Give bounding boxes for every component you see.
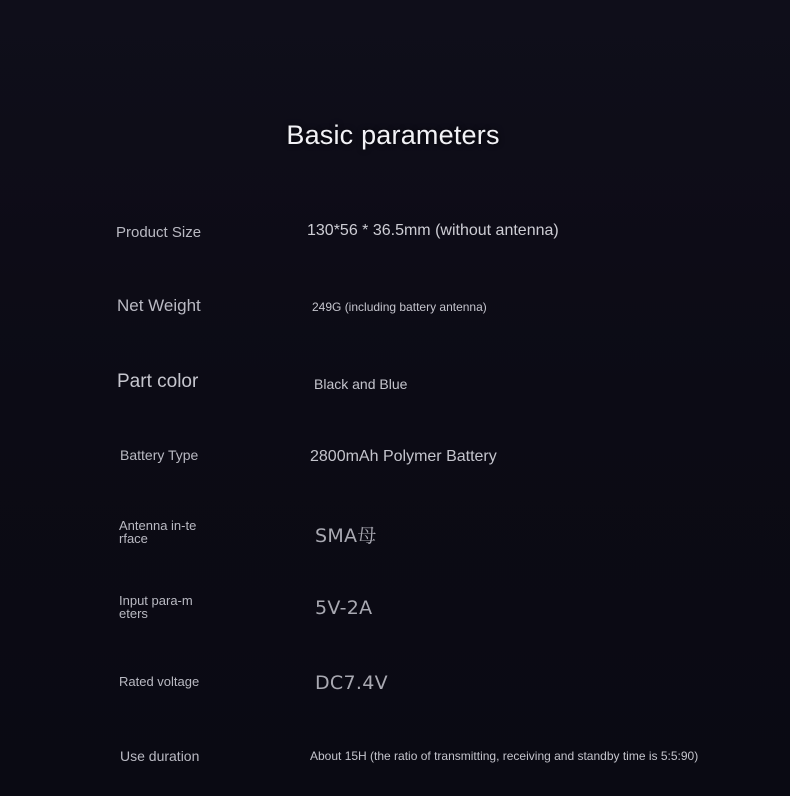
spec-value: SMA母	[315, 525, 377, 547]
spec-value: Black and Blue	[314, 376, 408, 392]
spec-label: Battery Type	[120, 447, 199, 463]
spec-value: About 15H (the ratio of transmitting, receiving and standby time is 5:5:90)	[310, 749, 699, 763]
spec-value: DC7.4V	[315, 672, 388, 694]
page-title: Basic parameters	[286, 120, 500, 150]
spec-value: 130*56 * 36.5mm (without antenna)	[307, 222, 559, 239]
spec-value: 5V-2A	[315, 597, 373, 619]
spec-label: Antenna in-terface	[119, 518, 197, 546]
spec-label: Use duration	[120, 748, 200, 764]
spec-label: Rated voltage	[119, 674, 200, 689]
spec-label: Input para-meters	[119, 593, 193, 621]
spec-value: 2800mAh Polymer Battery	[310, 448, 497, 465]
spec-value: 249G (including battery antenna)	[312, 300, 487, 314]
spec-label: Part color	[117, 371, 199, 392]
spec-label: Product Size	[116, 224, 202, 241]
spec-label: Net Weight	[117, 296, 201, 315]
